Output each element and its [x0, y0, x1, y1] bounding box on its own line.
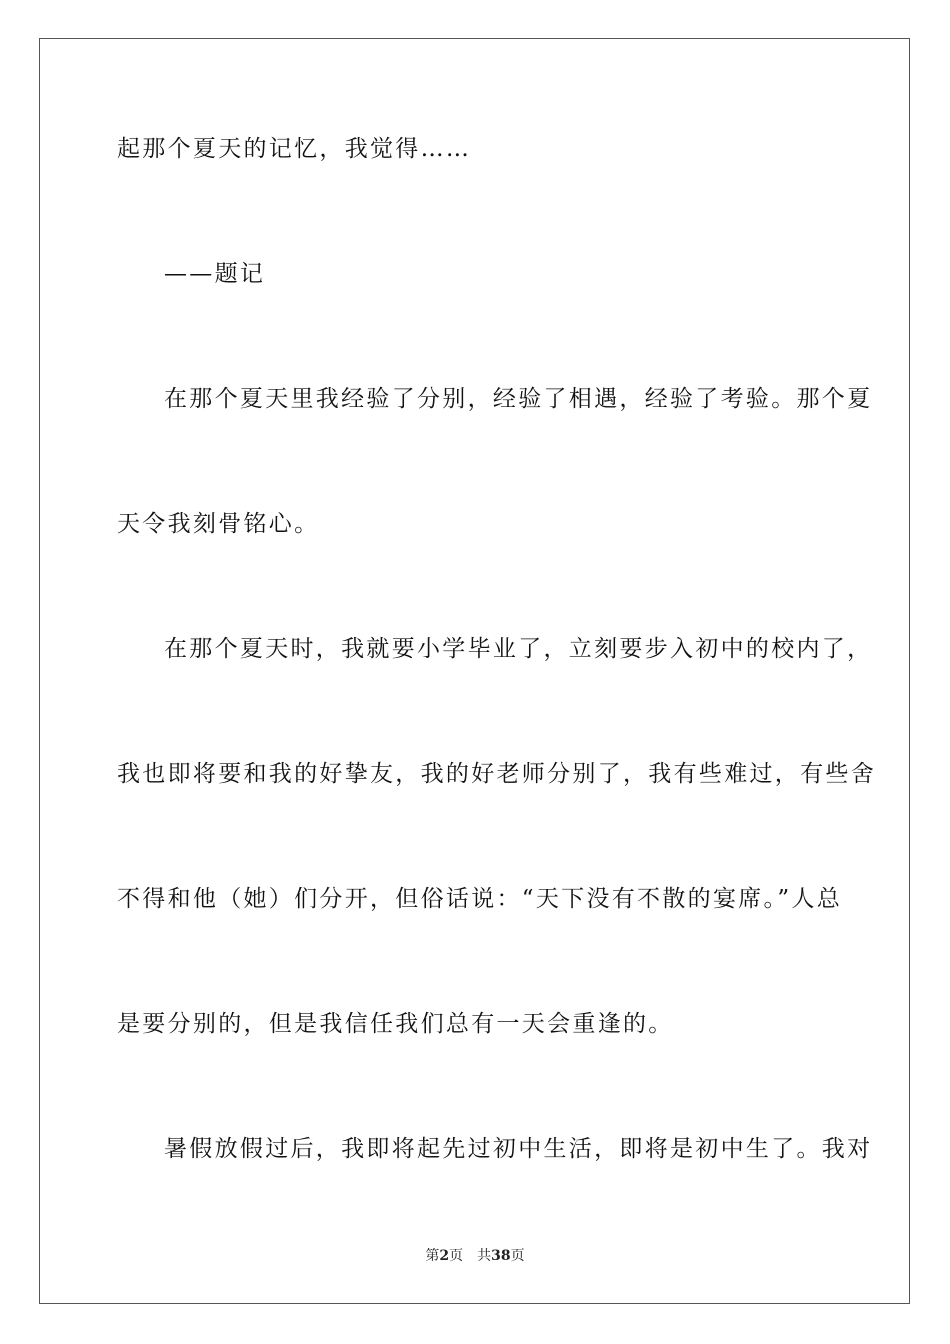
text-line-1: 起那个夏天的记忆，我觉得……: [117, 136, 472, 162]
footer-total-prefix: 共: [477, 1248, 492, 1264]
text-line-2: ——题记: [164, 261, 266, 287]
footer-total-pages: 38: [491, 1248, 511, 1264]
text-line-5: 在那个夏天时，我就要小学毕业了，立刻要步入初中的校内了，: [164, 636, 873, 662]
footer-total-suffix: 页: [510, 1248, 525, 1264]
text-line-6: 我也即将要和我的好挚友，我的好老师分别了，我有些难过，有些舍: [117, 761, 876, 787]
text-line-7: 不得和他（她）们分开，但俗话说：“天下没有不散的宴席。”人总: [117, 886, 843, 912]
page-footer: [0, 1248, 950, 1264]
text-line-8: 是要分别的，但是我信任我们总有一天会重逢的。: [117, 1011, 674, 1037]
text-line-4: 天令我刻骨铭心。: [117, 511, 320, 537]
text-line-9: 暑假放假过后，我即将起先过初中生活，即将是初中生了。我对: [164, 1136, 873, 1162]
footer-page-number: 2: [439, 1248, 450, 1264]
page-border: [39, 38, 910, 1304]
text-line-3: 在那个夏天里我经验了分别，经验了相遇，经验了考验。那个夏: [164, 386, 873, 412]
footer-page-suffix: 页: [449, 1248, 464, 1264]
footer-page-prefix: 第: [425, 1248, 440, 1264]
